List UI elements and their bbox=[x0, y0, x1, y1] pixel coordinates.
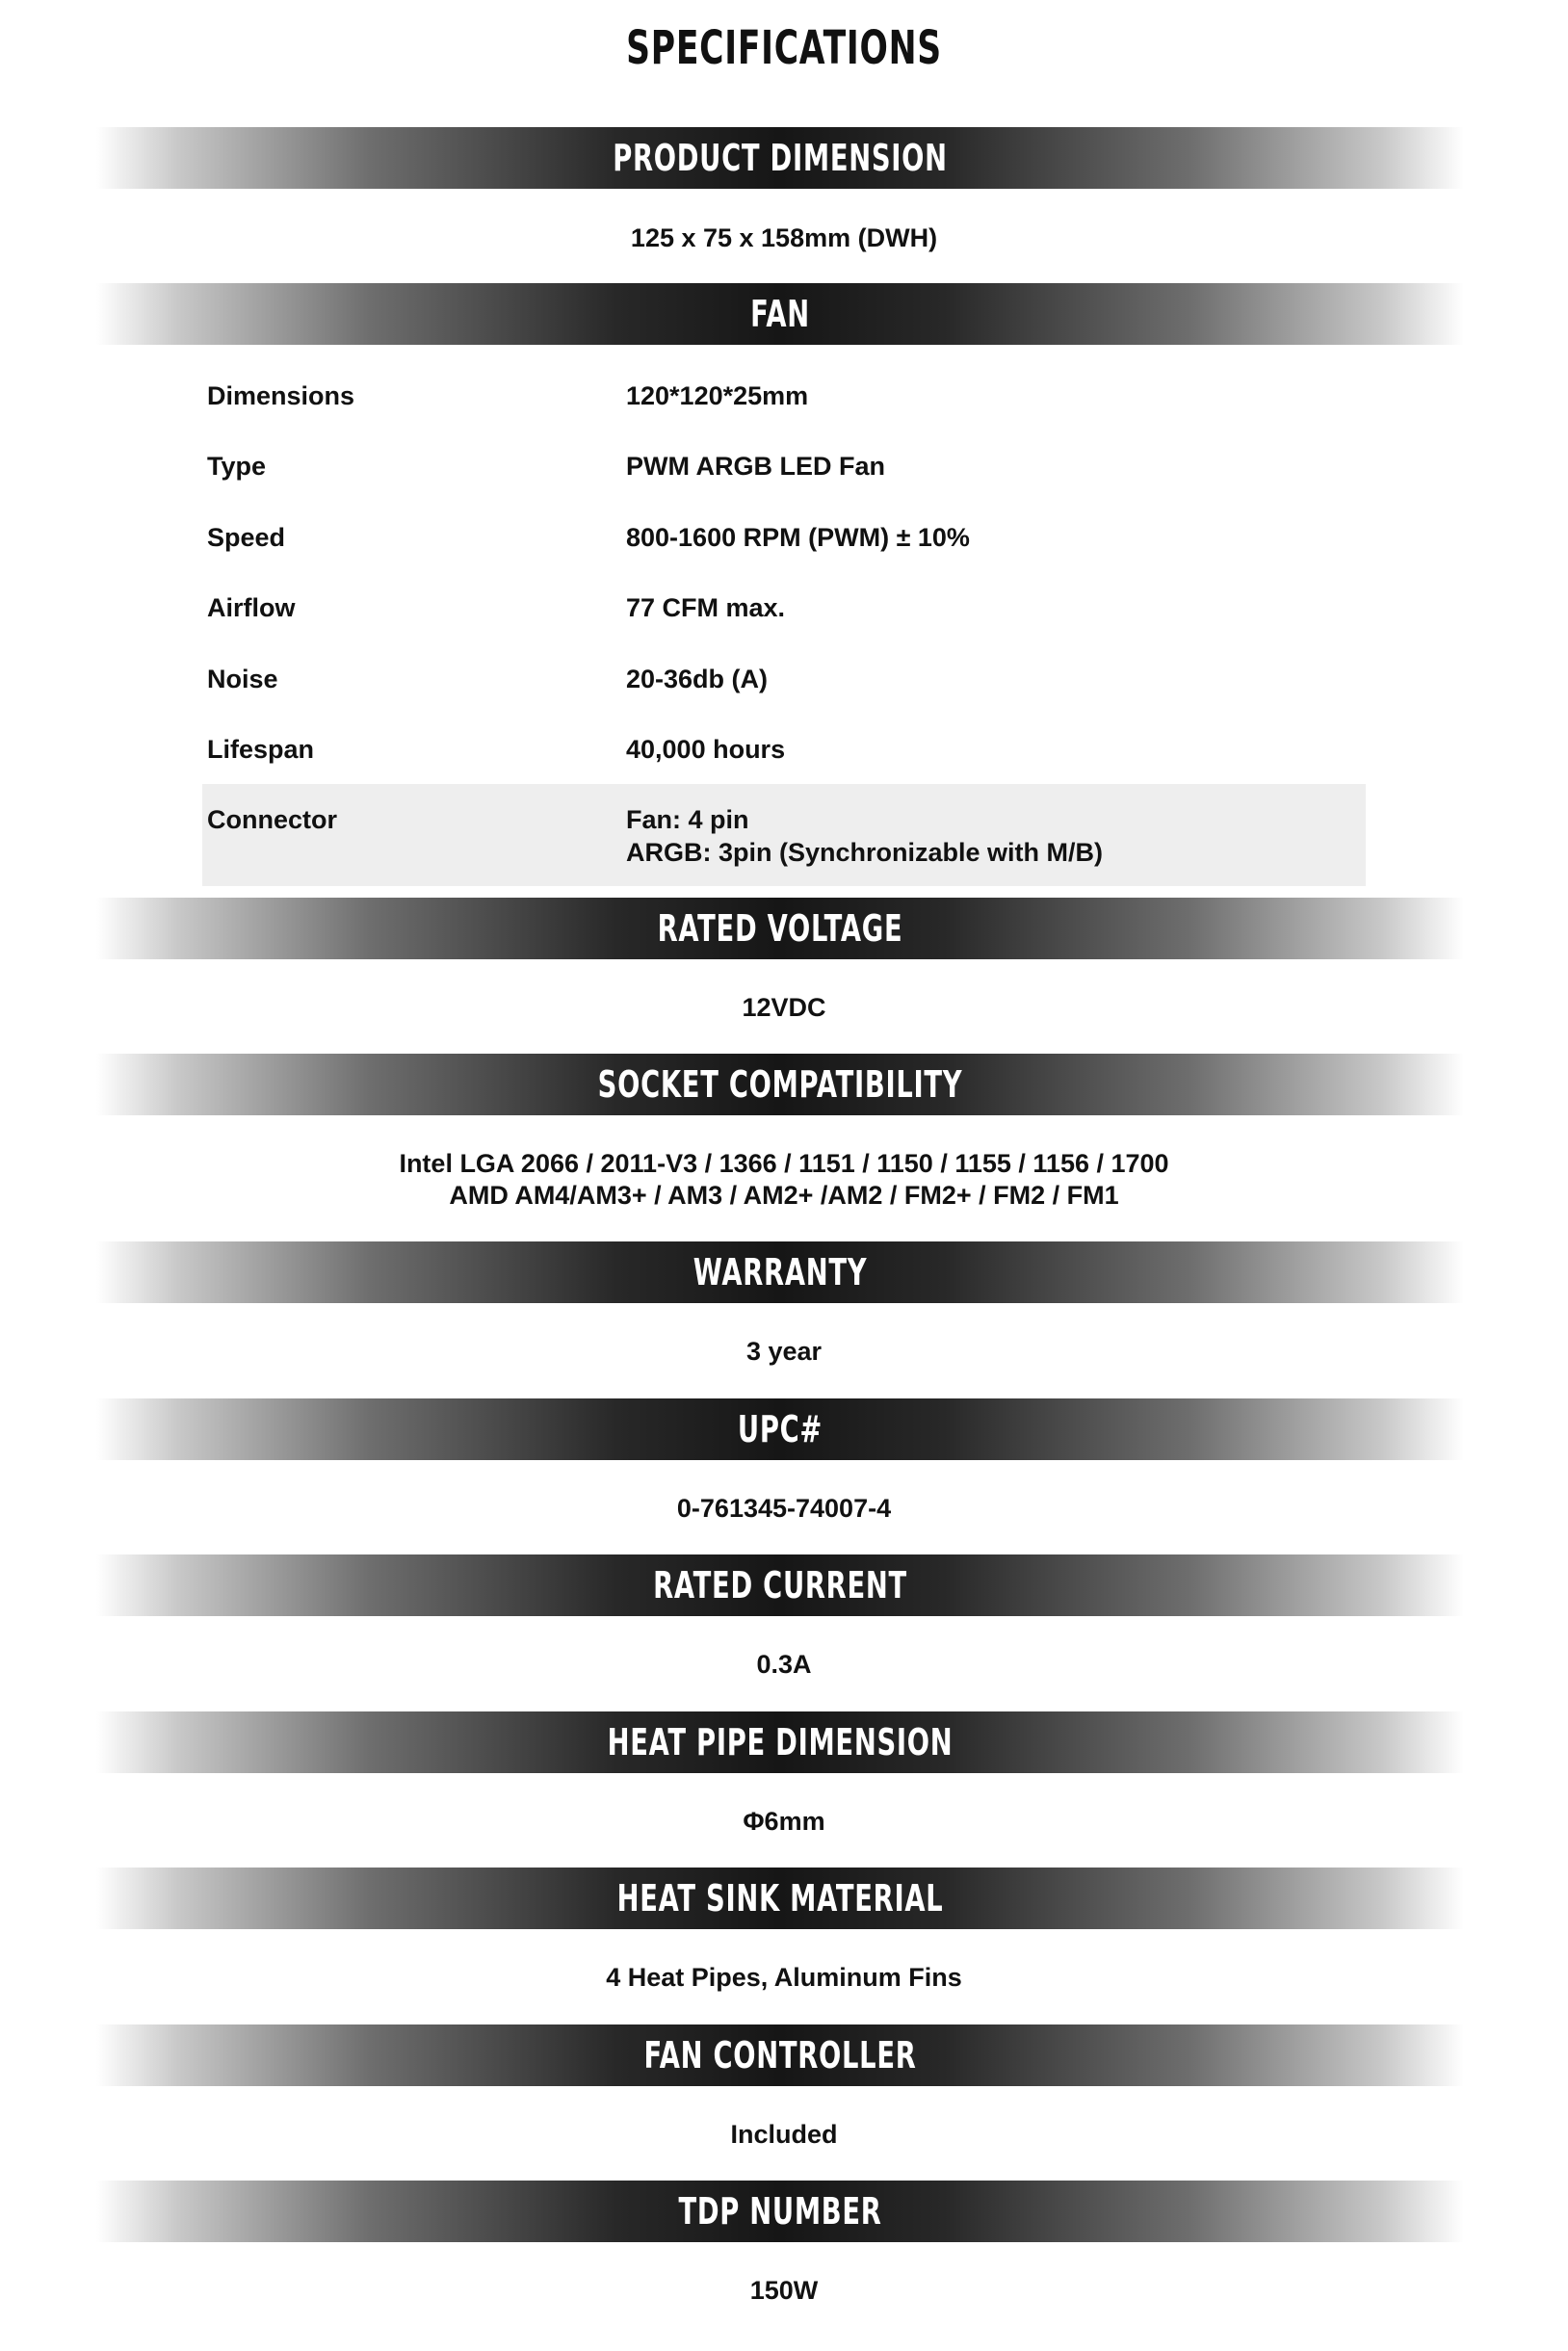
section-title: RATED VOLTAGE bbox=[657, 907, 903, 950]
fan-spec-row bbox=[202, 643, 1366, 715]
fan-spec-row bbox=[202, 431, 1366, 502]
fan-spec-value: 40,000 hours bbox=[626, 735, 786, 764]
section-header-fan bbox=[96, 283, 1464, 345]
fan-spec-row bbox=[202, 360, 1366, 431]
heat-sink-material-value: 4 Heat Pipes, Aluminum Fins bbox=[606, 1963, 962, 1992]
fan-spec-row bbox=[202, 502, 1366, 573]
fan-spec-label: Noise bbox=[207, 665, 278, 693]
socket-compatibility-amd: AMD AM4/AM3+ / AM3 / AM2+ /AM2 / FM2+ / FM2 / FM1 bbox=[449, 1181, 1119, 1210]
fan-spec-value bbox=[626, 803, 1103, 869]
fan-spec-value: 77 CFM max. bbox=[626, 593, 786, 622]
tdp-number-value: 150W bbox=[749, 2276, 819, 2305]
section-title: HEAT PIPE DIMENSION bbox=[607, 1721, 954, 1763]
fan-spec-value-line: ARGB: 3pin (Synchronizable with M/B) bbox=[626, 838, 1104, 867]
section-header-rated-current bbox=[96, 1554, 1464, 1616]
fan-spec-value-line: Fan: 4 pin bbox=[626, 805, 749, 834]
section-header-heat-sink-material bbox=[96, 1868, 1464, 1929]
section-header-warranty bbox=[96, 1241, 1464, 1303]
fan-spec-label: Type bbox=[207, 452, 267, 481]
fan-spec-label: Lifespan bbox=[207, 735, 315, 764]
section-title: PRODUCT DIMENSION bbox=[613, 137, 948, 179]
fan-spec-row bbox=[202, 784, 1366, 886]
section-title: FAN bbox=[750, 293, 810, 335]
fan-spec-row bbox=[202, 714, 1366, 785]
rated-voltage-value: 12VDC bbox=[742, 993, 826, 1022]
section-header-tdp-number bbox=[96, 2181, 1464, 2242]
socket-compatibility-intel: Intel LGA 2066 / 2011-V3 / 1366 / 1151 / 1150 / 1155 / 1156 / 1700 bbox=[399, 1149, 1169, 1178]
section-header-heat-pipe-dimension bbox=[96, 1711, 1464, 1773]
fan-spec-label: Dimensions bbox=[207, 381, 355, 410]
fan-spec-label: Speed bbox=[207, 523, 286, 552]
fan-spec-value: 800-1600 RPM (PWM) ± 10% bbox=[626, 523, 970, 552]
section-header-socket-compatibility bbox=[96, 1054, 1464, 1115]
section-title: HEAT SINK MATERIAL bbox=[616, 1877, 944, 1920]
fan-spec-label: Airflow bbox=[207, 593, 296, 622]
heat-pipe-dimension-value: Φ6mm bbox=[743, 1807, 825, 1836]
warranty-value: 3 year bbox=[745, 1337, 823, 1366]
section-title: SOCKET COMPATIBILITY bbox=[597, 1063, 963, 1106]
section-title: UPC# bbox=[737, 1408, 823, 1450]
section-header-fan-controller bbox=[96, 2024, 1464, 2086]
section-header-rated-voltage bbox=[96, 898, 1464, 959]
page-title: SPECIFICATIONS bbox=[626, 21, 942, 75]
section-title: WARRANTY bbox=[693, 1251, 868, 1293]
fan-spec-value: PWM ARGB LED Fan bbox=[626, 452, 885, 481]
section-title: FAN CONTROLLER bbox=[643, 2034, 917, 2077]
section-title: RATED CURRENT bbox=[653, 1564, 907, 1607]
upc-value: 0-761345-74007-4 bbox=[676, 1494, 892, 1523]
rated-current-value: 0.3A bbox=[756, 1650, 812, 1679]
fan-controller-value: Included bbox=[730, 2120, 838, 2149]
section-header-upc bbox=[96, 1398, 1464, 1460]
product-dimension-value: 125 x 75 x 158mm (DWH) bbox=[630, 223, 938, 252]
section-header-product-dimension bbox=[96, 127, 1464, 189]
section-title: TDP NUMBER bbox=[678, 2190, 882, 2233]
fan-spec-value: 20-36db (A) bbox=[626, 665, 769, 693]
fan-spec-label: Connector bbox=[207, 805, 337, 834]
fan-spec-value: 120*120*25mm bbox=[626, 381, 809, 410]
fan-spec-row bbox=[202, 572, 1366, 643]
